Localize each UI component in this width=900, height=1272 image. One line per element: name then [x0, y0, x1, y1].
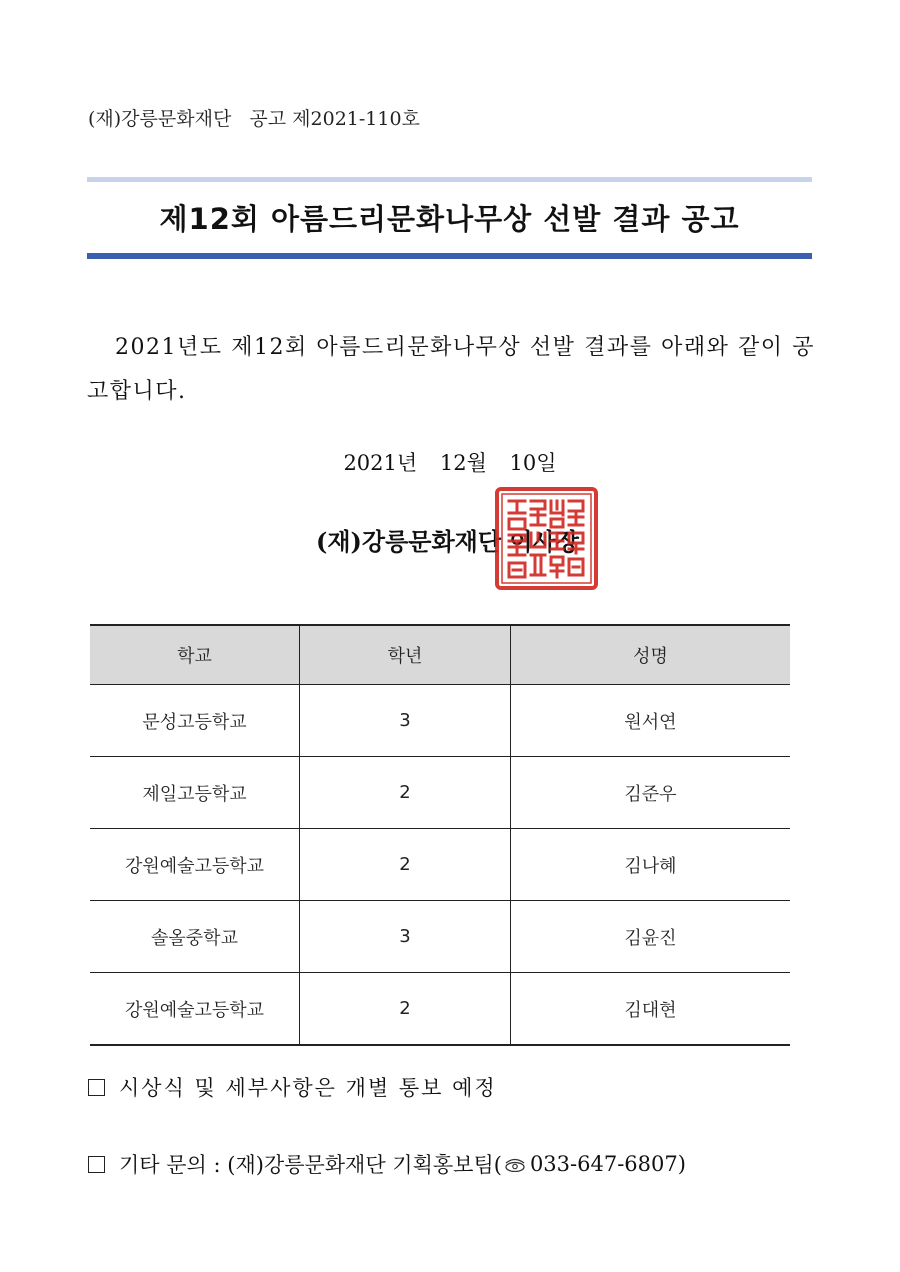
note-contact-text: 기타 문의 : (재)강릉문화재단 기획홍보팀(	[119, 1153, 502, 1177]
title-rule-top	[87, 177, 812, 182]
table-row	[90, 685, 790, 757]
school-cell: 강원예술고등학교	[90, 973, 300, 1046]
intro-paragraph: 2021년도 제12회 아름드리문화나무상 선발 결과를 아래와 같이 공고합니다.	[87, 335, 815, 404]
name-cell: 김윤진	[511, 901, 791, 973]
table-row	[90, 973, 790, 1046]
table-row	[90, 901, 790, 973]
issuer-name: (재)강릉문화재단 이사장	[316, 527, 579, 556]
table-row	[90, 829, 790, 901]
name-cell: 김준우	[511, 757, 791, 829]
header-name: 성명	[511, 625, 791, 685]
grade-cell: 3	[300, 685, 511, 757]
winners-table	[90, 624, 790, 1046]
checkbox-bullet-icon	[88, 1156, 105, 1173]
announcement-date: 2021년 12월 10일	[343, 451, 557, 475]
header-school: 학교	[90, 625, 300, 685]
official-seal-stamp	[495, 487, 598, 590]
grade-cell: 2	[300, 829, 511, 901]
notice-number: (재)강릉문화재단 공고 제2021-110호	[88, 108, 420, 130]
table-header-row	[90, 625, 790, 685]
table-row	[90, 757, 790, 829]
page-title: 제12회 아름드리문화나무상 선발 결과 공고	[159, 202, 740, 236]
grade-cell: 3	[300, 901, 511, 973]
name-cell: 김대현	[511, 973, 791, 1046]
note-ceremony-text: 시상식 및 세부사항은 개별 통보 예정	[119, 1076, 497, 1100]
title-rule-bottom	[87, 253, 812, 259]
note-ceremony	[88, 1072, 497, 1102]
grade-cell: 2	[300, 973, 511, 1046]
school-cell: 솔올중학교	[90, 901, 300, 973]
telephone-icon	[504, 1156, 526, 1172]
header-grade: 학년	[300, 625, 511, 685]
school-cell: 강원예술고등학교	[90, 829, 300, 901]
phone-number: 033-647-6807)	[529, 1152, 686, 1176]
note-contact	[88, 1149, 686, 1179]
checkbox-bullet-icon	[88, 1079, 105, 1096]
name-cell: 김나혜	[511, 829, 791, 901]
grade-cell: 2	[300, 757, 511, 829]
name-cell: 원서연	[511, 685, 791, 757]
school-cell: 문성고등학교	[90, 685, 300, 757]
school-cell: 제일고등학교	[90, 757, 300, 829]
